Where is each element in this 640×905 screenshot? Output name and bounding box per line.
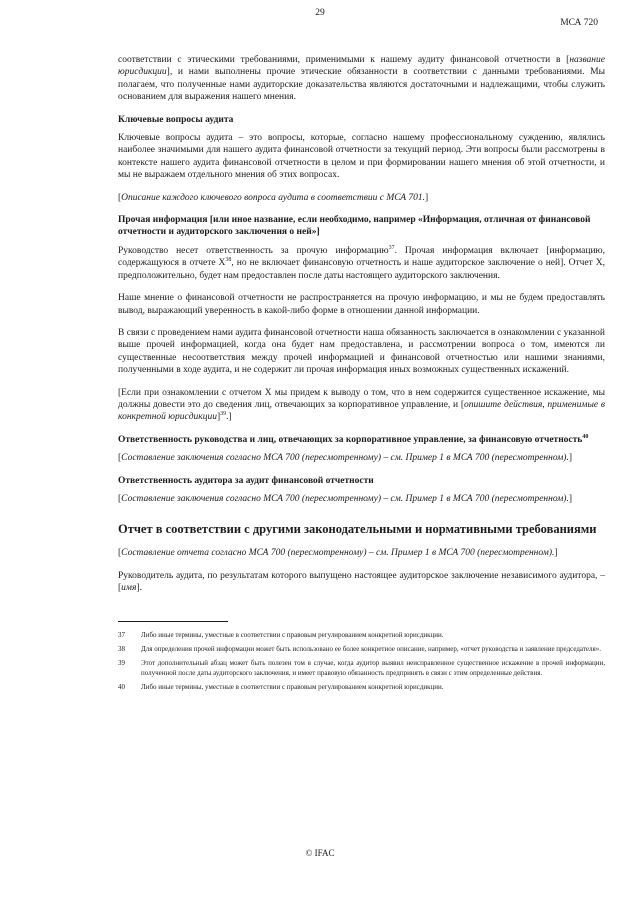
resp-auditor-bracket-note: [Составление заключения согласно МСА 700 (пересмотренному) – см. Пример 1 в МСА 700 (пересмотренном).] — [118, 493, 573, 504]
intro-paragraph: соответствии с этическими требованиями, применимыми к нашему аудиту финансовой отчетности в [название юрисдикции], и нами выполнены прочие этические обязанности в соответствии с данными требованиями. Мы полагаем, что полученные нами аудиторские доказательства являются достаточными и надлежащими, чтобы служить основанием для выражения нашего мнения. — [118, 55, 605, 103]
other-info-heading: Прочая информация [или иное название, если необходимо, например «Информация, отличная от финансовой отчетности и аудиторского заключения о ней»] — [118, 215, 591, 238]
footnote-ref-38: 38 — [225, 257, 232, 264]
other-requirements-heading: Отчет в соответствии с другими законодательными и нормативными требованиями — [118, 522, 597, 537]
footnote-ref-39: 39 — [220, 411, 227, 418]
footnote-separator — [118, 621, 228, 622]
footnote: 40 Либо иные термины, уместные в соответствии с правовым регулированием конкретной юрисдикции. — [118, 682, 444, 691]
other-info-paragraph-2: Наше мнение о финансовой отчетности не распространяется на прочую информацию, и мы не будем предоставлять вывод, выражающий уверенность в какой-либо форме в отношении данной информации. — [118, 293, 605, 316]
footnote: 37 Либо иные термины, уместные в соответствии с правовым регулированием конкретной юрисдикции. — [118, 630, 444, 639]
kam-bracket-note: [Описание каждого ключевого вопроса аудита в соответствии с МСА 701.] — [118, 192, 429, 203]
other-info-paragraph-1: Руководство несет ответственность за прочую информацию$^{37}$. Прочая информация включает [информацию, содержащуюся в отчете $X^{38}$, но не включает финансовую отчетность и наше аудиторское заключение о ней]. Отчет X, предположительно, будет нам предоставлен после даты настоящего аудиторского заключения. — [118, 244, 606, 281]
footnote-ref-37: 37 — [388, 244, 395, 251]
kam-heading: Ключевые вопросы аудита — [118, 114, 234, 125]
footnote: 38 Для определения прочей информации может быть использовано ее более конкретное описание, например, «отчет руководства и заявление председателя». — [118, 644, 601, 653]
footnote-ref-40: 40 — [582, 433, 589, 440]
document-code: МСА 720 — [560, 18, 598, 28]
page-number: 29 — [315, 8, 325, 18]
other-info-paragraph-4: [Если при ознакомлении с отчетом X мы придем к выводу о том, что в нем содержится существенное искажение, мы должны довести это до сведения лиц, отвечающих за корпоративное управление, и [опишите действия, применимые в конкретной юрисдикции]$^{39}$.] — [118, 387, 605, 423]
resp-auditor-heading: Ответственность аудитора за аудит финансовой отчетности — [118, 475, 374, 486]
engagement-partner-paragraph: Руководитель аудита, по результатам которого выпущено настоящее аудиторское заключение независимого аудитора, – [имя]. — [118, 570, 605, 594]
footnote: 39 Этот дополнительный абзац может быть полезен том в случае, когда аудитор выявил неисправленное существенное искажение в прочей информации, полученной после даты аудиторского заключения, и имеет правовую обязанность предпринять в связи с этим определенные действия. — [118, 658, 605, 677]
copyright-footer: © IFAC — [305, 848, 335, 858]
other-info-paragraph-3: В связи с проведением нами аудита финансовой отчетности наша обязанность заключается в ознакомлении с указанной выше прочей информацией, когда она будет нам предоставлена, и рассмотрении вопроса о том, имеются ли существенные несоответствия между прочей информацией и финансовой отчетностью или нашими знаниями, полученными в ходе аудита, и не содержит ли прочая информация иных возможных существенных искажений. — [118, 327, 605, 376]
resp-management-bracket-note: [Составление заключения согласно МСА 700 (пересмотренному) – см. Пример 1 в МСА 700 (пересмотренном).] — [118, 453, 573, 464]
page-content — [118, 54, 605, 696]
kam-paragraph: Ключевые вопросы аудита – это вопросы, которые, согласно нашему профессиональному суждению, являлись наиболее значимыми для нашего аудита финансовой отчетности за текущий период. Эти вопросы были рассмотрены в контексте нашего аудита финансовой отчетности в целом и при формировании нашего мнения об этой отчетности, и мы не выражаем отдельного мнения об этих вопросах. — [118, 133, 605, 181]
resp-management-heading: Ответственность руководства и лиц, отвечающих за корпоративное управление, за финансовую отчетность$^{40}$ — [118, 433, 589, 445]
other-requirements-bracket-note: [Составление отчета согласно МСА 700 (пересмотренному) – см. Пример 1 в МСА 700 (пересмотренном).] — [118, 548, 558, 559]
